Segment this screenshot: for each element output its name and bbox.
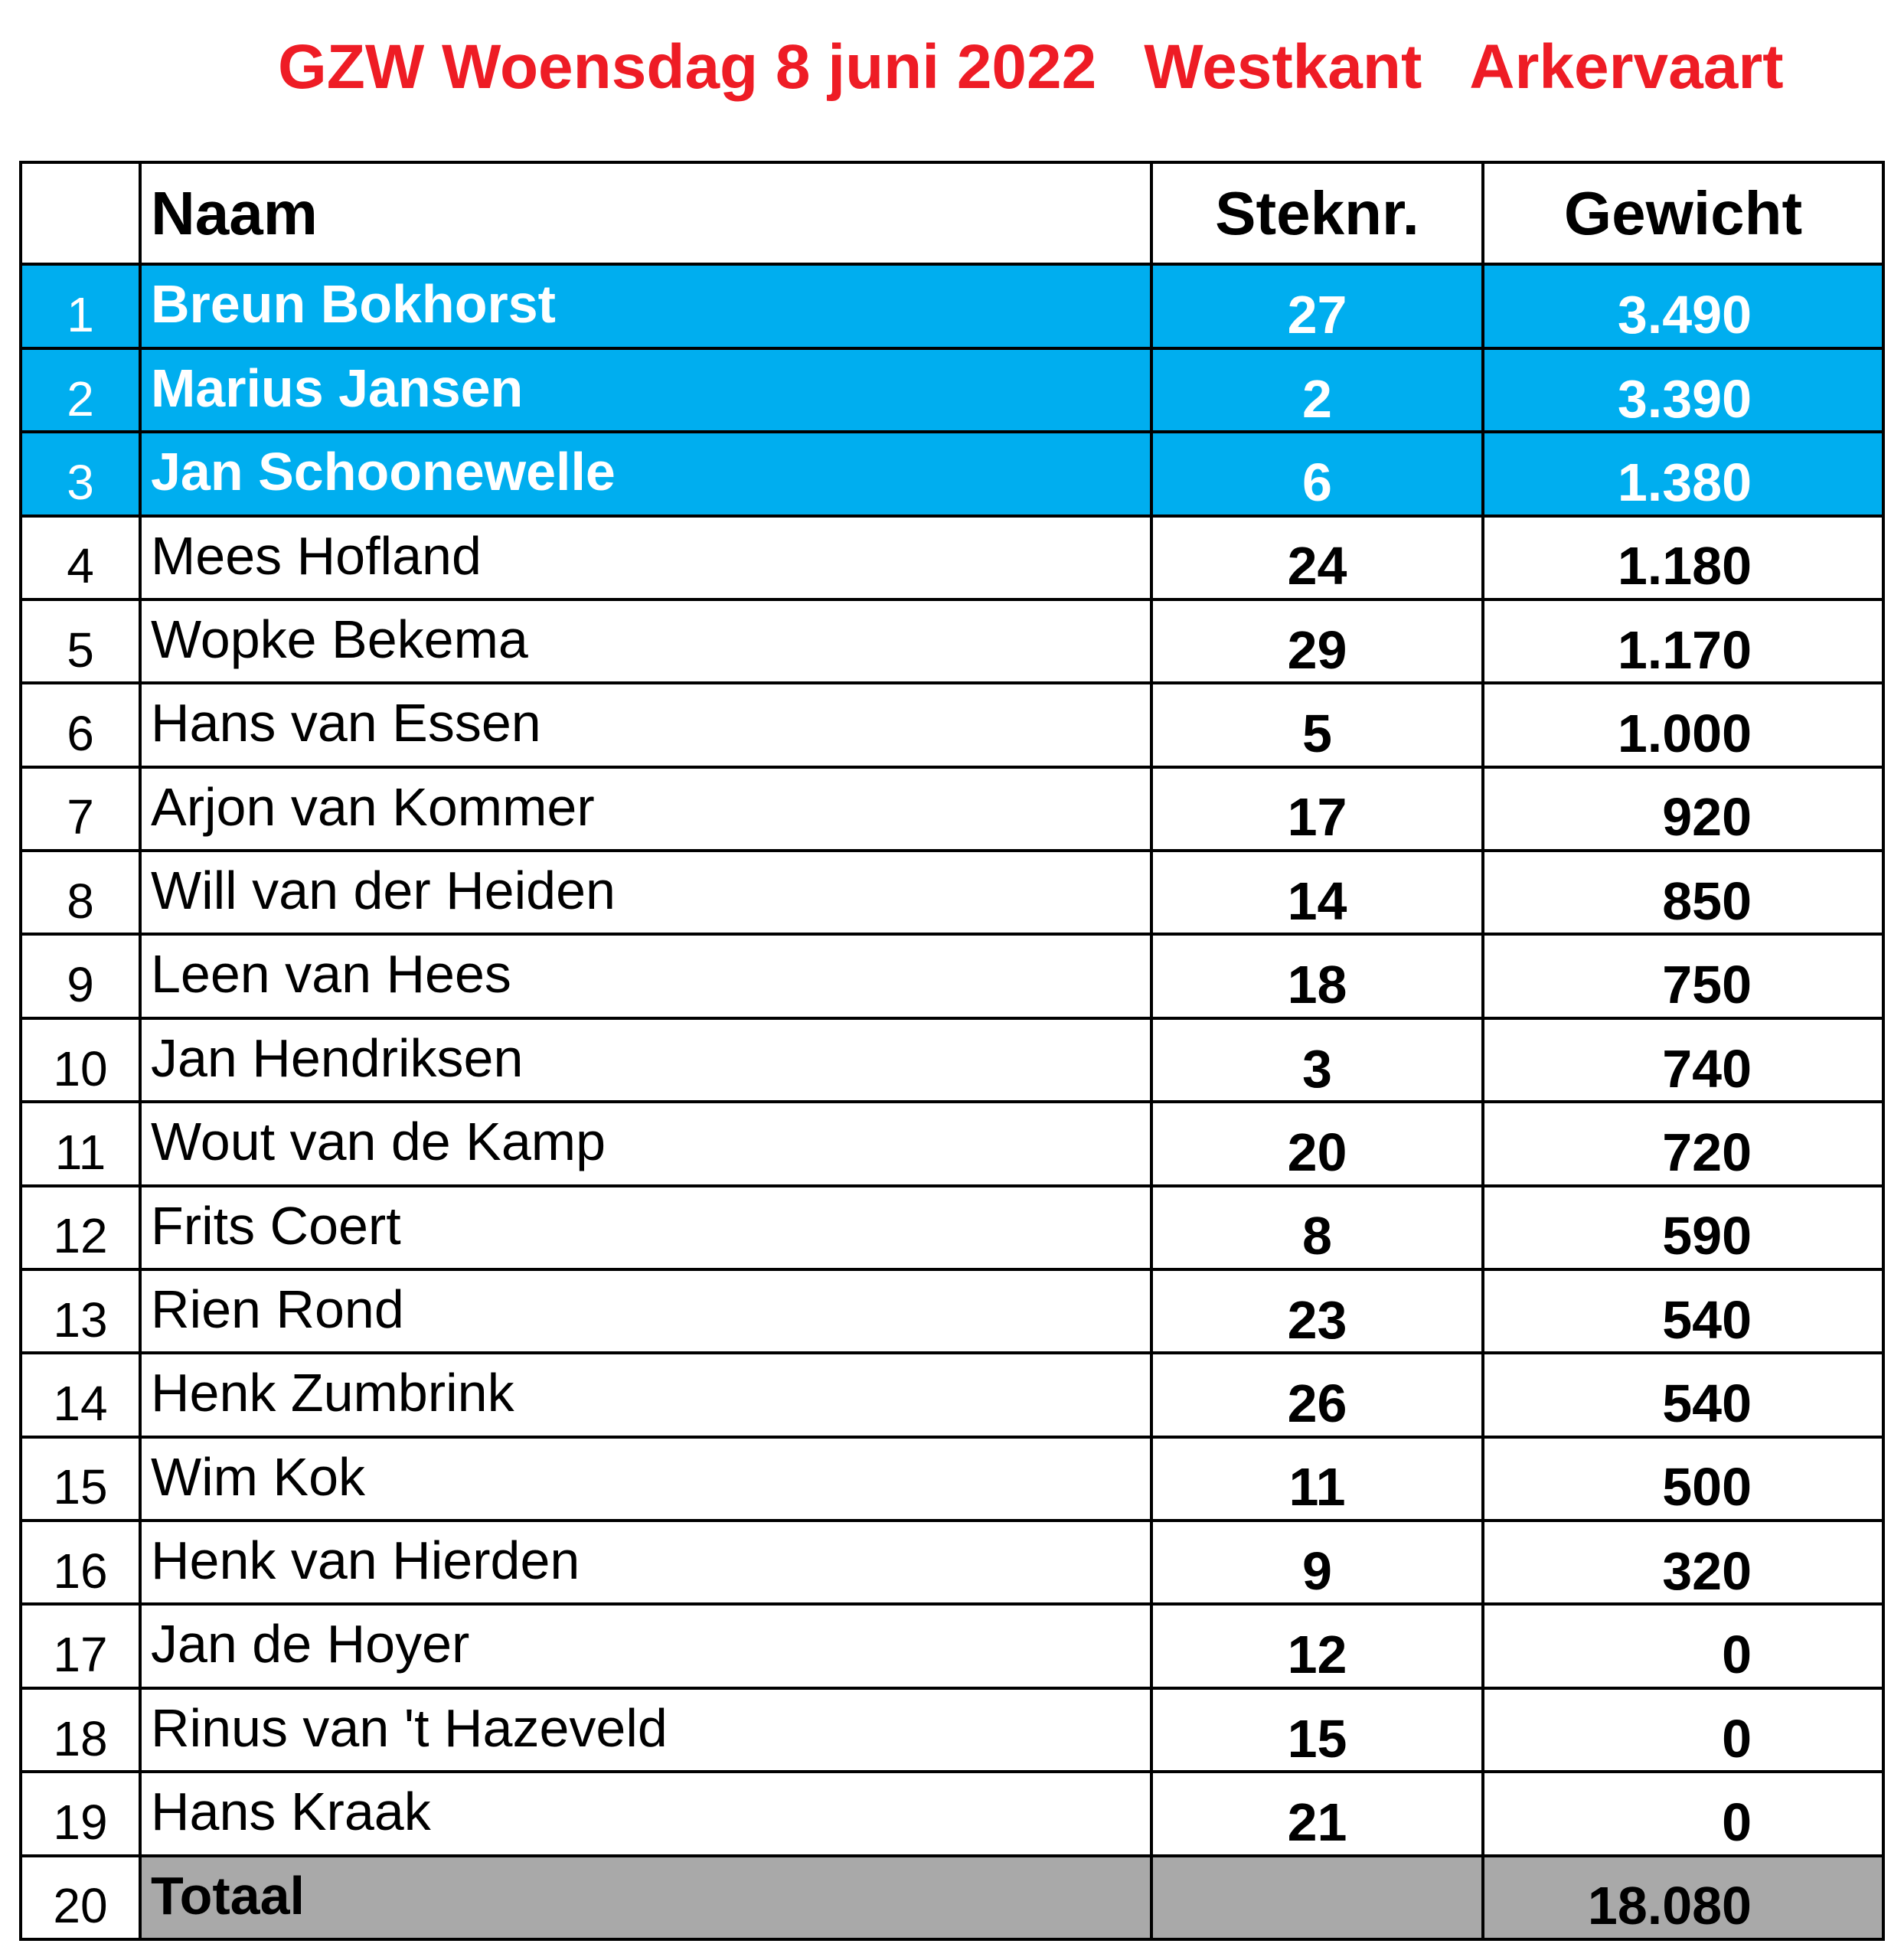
total-cell-rank: 20 — [21, 1856, 140, 1939]
cell-rank: 19 — [21, 1772, 140, 1855]
header-stek: Steknr. — [1151, 162, 1483, 264]
cell-stek: 20 — [1151, 1102, 1483, 1185]
total-cell-name: Totaal — [140, 1856, 1151, 1939]
cell-rank: 17 — [21, 1604, 140, 1687]
total-cell-gewicht: 18.080 — [1483, 1856, 1883, 1939]
table-row — [21, 1772, 1883, 1855]
title-event: GZW Woensdag 8 juni 2022 — [278, 32, 1097, 102]
table-row — [21, 1521, 1883, 1604]
cell-gewicht: 740 — [1483, 1018, 1883, 1102]
cell-stek: 24 — [1151, 516, 1483, 599]
cell-name: Wim Kok — [140, 1437, 1151, 1521]
cell-rank: 14 — [21, 1353, 140, 1436]
table-row — [21, 683, 1883, 766]
table-row — [21, 1353, 1883, 1436]
cell-stek: 27 — [1151, 264, 1483, 348]
cell-gewicht: 1.000 — [1483, 683, 1883, 766]
cell-name: Jan de Hoyer — [140, 1604, 1151, 1687]
cell-gewicht: 320 — [1483, 1521, 1883, 1604]
cell-rank: 9 — [21, 934, 140, 1018]
cell-rank: 5 — [21, 599, 140, 683]
table-row — [21, 851, 1883, 934]
cell-stek: 15 — [1151, 1688, 1483, 1772]
cell-gewicht: 1.170 — [1483, 599, 1883, 683]
cell-rank: 2 — [21, 348, 140, 432]
table-row — [21, 348, 1883, 432]
header-gewicht: Gewicht — [1483, 162, 1883, 264]
cell-gewicht: 0 — [1483, 1772, 1883, 1855]
cell-rank: 3 — [21, 432, 140, 515]
cell-rank: 16 — [21, 1521, 140, 1604]
cell-gewicht: 920 — [1483, 767, 1883, 851]
title-water: Arkervaart — [1469, 32, 1784, 102]
cell-name: Hans van Essen — [140, 683, 1151, 766]
cell-name: Jan Schoonewelle — [140, 432, 1151, 515]
cell-rank: 6 — [21, 683, 140, 766]
cell-gewicht: 540 — [1483, 1269, 1883, 1353]
cell-gewicht: 0 — [1483, 1604, 1883, 1687]
cell-stek: 5 — [1151, 683, 1483, 766]
cell-gewicht: 3.490 — [1483, 264, 1883, 348]
cell-rank: 4 — [21, 516, 140, 599]
cell-stek: 9 — [1151, 1521, 1483, 1604]
cell-rank: 1 — [21, 264, 140, 348]
cell-gewicht: 540 — [1483, 1353, 1883, 1436]
cell-stek: 17 — [1151, 767, 1483, 851]
cell-rank: 8 — [21, 851, 140, 934]
cell-name: Wopke Bekema — [140, 599, 1151, 683]
results-table — [19, 161, 1885, 1941]
table-row — [21, 934, 1883, 1018]
cell-name: Will van der Heiden — [140, 851, 1151, 934]
cell-rank: 10 — [21, 1018, 140, 1102]
table-row — [21, 264, 1883, 348]
cell-name: Jan Hendriksen — [140, 1018, 1151, 1102]
table-row — [21, 1604, 1883, 1687]
page-title — [278, 29, 1784, 106]
cell-name: Breun Bokhorst — [140, 264, 1151, 348]
cell-gewicht: 1.180 — [1483, 516, 1883, 599]
cell-name: Mees Hofland — [140, 516, 1151, 599]
cell-gewicht: 750 — [1483, 934, 1883, 1018]
cell-stek: 18 — [1151, 934, 1483, 1018]
cell-stek: 8 — [1151, 1186, 1483, 1269]
table-row — [21, 1437, 1883, 1521]
cell-gewicht: 3.390 — [1483, 348, 1883, 432]
cell-name: Hans Kraak — [140, 1772, 1151, 1855]
cell-name: Arjon van Kommer — [140, 767, 1151, 851]
cell-stek: 26 — [1151, 1353, 1483, 1436]
total-cell-stek — [1151, 1856, 1483, 1939]
title-location: Westkant — [1144, 32, 1422, 102]
header-name: Naam — [140, 162, 1151, 264]
table-row — [21, 767, 1883, 851]
total-row — [21, 1856, 1883, 1939]
cell-name: Rinus van 't Hazeveld — [140, 1688, 1151, 1772]
table-row — [21, 599, 1883, 683]
cell-gewicht: 1.380 — [1483, 432, 1883, 515]
cell-name: Wout van de Kamp — [140, 1102, 1151, 1185]
cell-name: Frits Coert — [140, 1186, 1151, 1269]
cell-name: Leen van Hees — [140, 934, 1151, 1018]
table-row — [21, 1688, 1883, 1772]
cell-gewicht: 0 — [1483, 1688, 1883, 1772]
cell-name: Henk van Hierden — [140, 1521, 1151, 1604]
table-row — [21, 516, 1883, 599]
cell-name: Rien Rond — [140, 1269, 1151, 1353]
cell-gewicht: 850 — [1483, 851, 1883, 934]
table-header-row — [21, 162, 1883, 264]
cell-stek: 2 — [1151, 348, 1483, 432]
cell-stek: 11 — [1151, 1437, 1483, 1521]
header-rank — [21, 162, 140, 264]
table-row — [21, 1018, 1883, 1102]
table-row — [21, 432, 1883, 515]
cell-stek: 29 — [1151, 599, 1483, 683]
cell-rank: 11 — [21, 1102, 140, 1185]
cell-rank: 15 — [21, 1437, 140, 1521]
cell-stek: 12 — [1151, 1604, 1483, 1687]
cell-stek: 21 — [1151, 1772, 1483, 1855]
table-row — [21, 1186, 1883, 1269]
cell-rank: 13 — [21, 1269, 140, 1353]
table-row — [21, 1102, 1883, 1185]
cell-rank: 18 — [21, 1688, 140, 1772]
cell-stek: 14 — [1151, 851, 1483, 934]
table-row — [21, 1269, 1883, 1353]
cell-gewicht: 720 — [1483, 1102, 1883, 1185]
cell-stek: 6 — [1151, 432, 1483, 515]
cell-rank: 12 — [21, 1186, 140, 1269]
cell-stek: 3 — [1151, 1018, 1483, 1102]
cell-gewicht: 590 — [1483, 1186, 1883, 1269]
cell-stek: 23 — [1151, 1269, 1483, 1353]
cell-gewicht: 500 — [1483, 1437, 1883, 1521]
cell-name: Henk Zumbrink — [140, 1353, 1151, 1436]
cell-name: Marius Jansen — [140, 348, 1151, 432]
cell-rank: 7 — [21, 767, 140, 851]
